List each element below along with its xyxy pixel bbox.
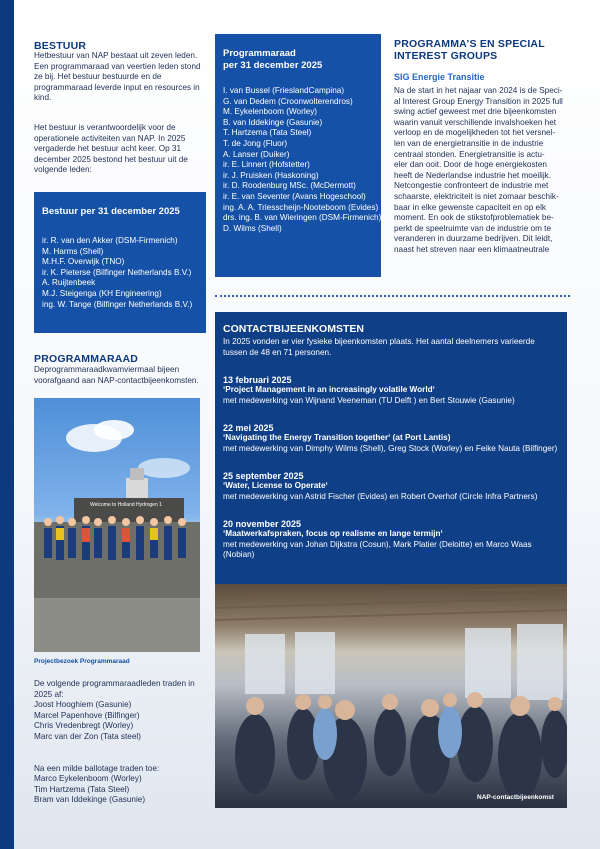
list-item: T. de Jong (Fluor) [223, 138, 288, 148]
event-title: ‘Project Management in an increasingly volatile World‘ [223, 385, 435, 394]
list-item: I. van Bussel (FrieslandCampina) [223, 86, 345, 95]
event-item [223, 519, 563, 561]
sig-line: waarin vanuit verschillende invalshoeken het [394, 117, 557, 127]
list-item: ir. E. van Seventer (Avans Hogeschool) [223, 191, 366, 201]
contact-meeting-photo-art [215, 584, 567, 808]
sig-heading-line2: INTEREST GROUPS [394, 50, 498, 62]
event-item [223, 471, 563, 502]
list-item: ir. K. Pieterse (Bilfinger Netherlands B.V.) [42, 267, 192, 277]
bestuur-members-list [42, 236, 206, 310]
sig-line: eler dan ooit. Door de hoge energiekosten [394, 160, 547, 170]
sig-subheading: SIG Energie Transitie [394, 72, 485, 82]
programmaraad-box [215, 34, 381, 277]
event-title: ‘Water, License to Operate‘ [223, 481, 328, 490]
list-item: M. Eykelenboom (Worley) [223, 107, 318, 117]
sig-line: Netcongestie confronteert de industrie met [394, 181, 549, 191]
sig-line: al Interest Group Energy Transition in 2025 full [394, 96, 563, 106]
event-title: ‘Navigating the Energy Transition together‘ (at Port Lantis) [223, 433, 451, 442]
contact-intro: In 2025 vonden er vier fysieke bijeenkomsten plaats. Het aantal deelnemers varieerde tussen de 48 en 71 personen. [223, 337, 535, 357]
event-speakers: met medewerking van Wijnand Veeneman (TU Delft ) en Bert Stouwie (Gasunie) [223, 395, 515, 405]
list-item: B. van Iddekinge (Gasunie) [223, 117, 323, 127]
bestuur-heading: BESTUUR [34, 40, 87, 52]
list-item: ir. E. Linnert (Hofstetter) [223, 160, 310, 170]
programmaraad-heading: PROGRAMMARAAD [34, 353, 139, 365]
list-item: ing. A. A. Triesscheijn-Nooteboom (Evides) [223, 202, 379, 212]
photo-sign: Welcome to Holland Hydrogen 1 [90, 502, 162, 508]
sig-line: veranderen in duurzame bedrijven. Dit leidt, [394, 234, 553, 244]
programmaraad-members-list [223, 86, 381, 234]
bestuur-box-title: Bestuur per 31 december 2025 [42, 206, 180, 217]
event-speakers: met medewerking van Dimphy Wilms (Shell), Greg Stock (Worley) en Feike Nauta (Bilfinger) [223, 443, 558, 453]
list-item: drs. ing. B. van Wieringen (DSM-Firmenich) [223, 213, 381, 223]
list-item: ir. R. van den Akker (DSM-Firmenich) [42, 236, 178, 245]
contact-meeting-photo [215, 584, 567, 808]
list-item: Marco Eykelenboom (Worley) [34, 774, 142, 783]
list-item: M.J. Steigenga (KH Engineering) [42, 288, 162, 298]
list-item: Tim Hartzema (Tata Steel) [34, 784, 130, 794]
list-item: D. Wilms (Shell) [223, 223, 282, 233]
programmaraad-box-subtitle: per 31 december 2025 [223, 60, 323, 71]
sig-body [394, 86, 580, 256]
list-item: ing. W. Tange (Bilfinger Netherlands B.V.) [42, 299, 193, 309]
project-visit-caption: Projectbezoek Programmaraad [34, 658, 130, 665]
left-accent-bar [0, 0, 14, 849]
event-item [223, 423, 569, 454]
event-date: 20 november 2025 [223, 519, 302, 529]
sig-line: baar in elke gewenste capaciteit en op elk [394, 202, 547, 212]
project-visit-photo [34, 398, 200, 652]
event-item [223, 375, 563, 406]
bestuur-box [34, 192, 206, 333]
sig-line: perkt de speelruimte van de industrie om te [394, 223, 552, 233]
programmaraad-box-title: Programmaraad [223, 48, 296, 59]
section-divider [215, 295, 570, 297]
list-item: ir. D. Roodenburg MSc. (McDermott) [223, 181, 356, 191]
contact-panel [215, 312, 567, 584]
list-item: G. van Dedem (Croonwolterendros) [223, 96, 353, 106]
list-item: Chris Vredenbregt (Worley) [34, 721, 134, 731]
event-speakers: met medewerking van Astrid Fischer (Evides) en Robert Overhof (Circle Infra Partners) [223, 491, 538, 501]
joined-intro: Na een milde ballotage traden toe: [34, 764, 160, 773]
bestuur-para2: Het bestuur is verantwoordelijk voor de operationele activiteiten van NAP. In 2025 vergaderde het bestuur acht keer. Op 31 december 2025 bestond het bestuur uit de volgende leden: [34, 123, 188, 175]
sig-line: swing actief geweest met drie bijeenkomsten [394, 107, 557, 117]
sig-line: verloop en de mogelijkheden tot het versnel- [394, 128, 556, 138]
sig-line: naast het streven naar een klimaatneutrale [394, 244, 550, 254]
joined-members-list [34, 774, 204, 806]
programmaraad-intro: Deprogrammaraadkwamviermaal bijeen voorafgaand aan NAP-contactbijeenkomsten. [34, 365, 199, 385]
event-date: 13 februari 2025 [223, 375, 292, 385]
sig-line: schaarste, elektriciteit is niet zomaar beschik- [394, 191, 559, 201]
sig-line: Na de start in het najaar van 2024 is de Speci- [394, 86, 563, 95]
event-date: 25 september 2025 [223, 471, 304, 481]
list-item: M.H.F. Overwijk (TNO) [42, 257, 125, 267]
list-item: T. Hartzema (Tata Steel) [223, 128, 312, 138]
list-item: A. Lanser (Duiker) [223, 149, 290, 159]
event-title: ‘Maatwerkafspraken, focus op realisme en lange termijn‘ [223, 529, 443, 538]
list-item: ir. J. Pruisken (Haskoning) [223, 170, 319, 180]
list-item: Bram van Iddekinge (Gasunie) [34, 795, 146, 805]
sig-line: len van de energietransitie in de industrie [394, 138, 544, 148]
list-item: A. Ruijtenbeek [42, 278, 96, 288]
retired-members-list [34, 700, 204, 742]
bestuur-para1: Hetbestuur van NAP bestaat uit zeven leden. Een programmaraad van veertien leden stond ze bij. Het bestuur bestuurde en de programmaraad leverde input en resources in kind. [34, 51, 201, 103]
contact-heading: CONTACTBIJEENKOMSTEN [223, 323, 364, 335]
sig-line: moment. En ook de stikstofproblematiek be- [394, 213, 554, 223]
list-item: Marcel Papenhove (Bilfinger) [34, 710, 140, 720]
sig-line: heeft de Nederlandse industrie het moeilijk. [394, 170, 552, 180]
retired-intro: De volgende programmaraadleden traden in 2025 af: [34, 679, 195, 699]
contact-photo-caption: NAP-contactbijeenkomst [477, 794, 554, 801]
event-date: 22 mei 2025 [223, 423, 274, 433]
project-visit-photo-art [34, 398, 200, 652]
list-item: Marc van der Zon (Tata steel) [34, 731, 141, 741]
sig-heading-line1: PROGRAMMA’S EN SPECIAL [394, 38, 545, 50]
event-speakers: met medewerking van Johan Dijkstra (Cosun), Mark Platier (Deloitte) en Marco Waas (Nobian) [223, 539, 532, 560]
sig-line: centraal stonden. Energietransitie is actu- [394, 149, 545, 159]
list-item: Joost Hooghiem (Gasunie) [34, 700, 132, 709]
list-item: M. Harms (Shell) [42, 246, 104, 256]
